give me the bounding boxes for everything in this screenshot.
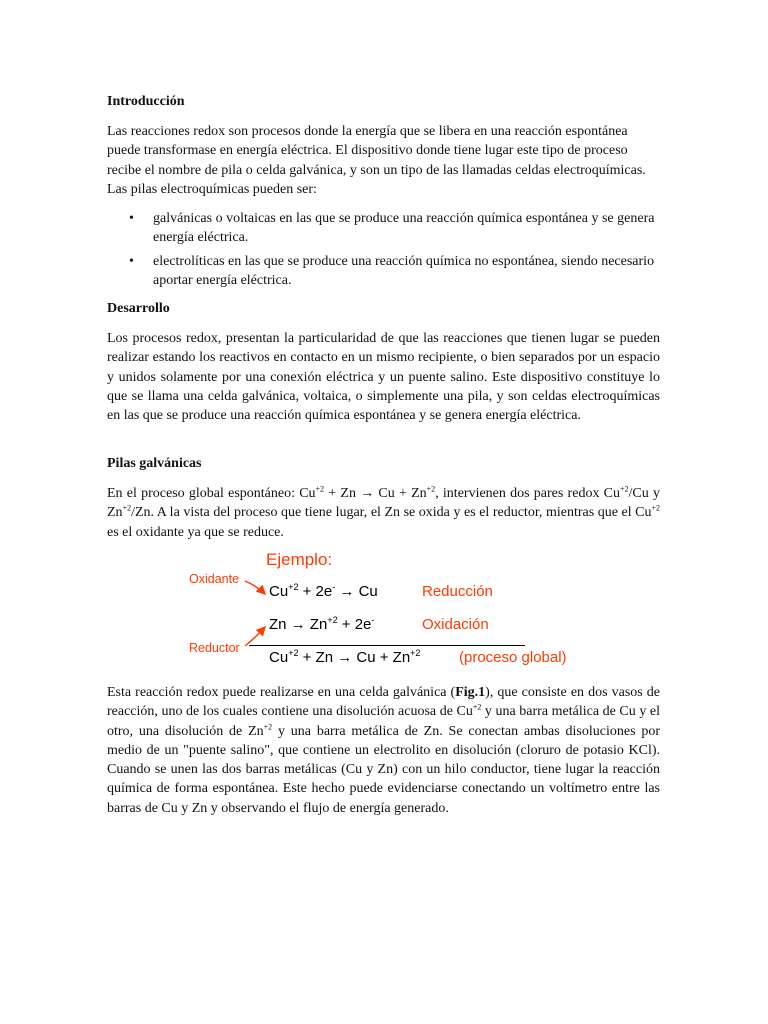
eq-run: Zn → Zn: [269, 616, 328, 633]
oxidante-arrow: [245, 581, 265, 594]
superscript: +2: [620, 484, 629, 494]
reductor-label: Reductor: [189, 641, 240, 655]
section-heading-desarrollo: Desarrollo: [107, 301, 170, 316]
oxidante-label: Oxidante: [189, 572, 240, 586]
pilas-paragraph-1: [107, 484, 660, 542]
eq-run: + 2e: [337, 616, 372, 633]
global-equation: [269, 649, 420, 666]
text-run: + Zn → Cu + Zn: [324, 486, 427, 501]
example-title: Ejemplo:: [266, 550, 333, 569]
pilas-paragraph-2: [107, 683, 660, 818]
text-run: es el oxidante ya que se reduce.: [107, 524, 284, 540]
bullet-text: electrolíticas en las que se produce una reacción química no espontánea, siendo necesario aportar energía eléctrica.: [153, 253, 655, 288]
figure-reference: Fig.1: [455, 685, 486, 700]
equation-divider: [249, 645, 525, 646]
text-run: , intervienen dos pares redox Cu: [435, 486, 621, 501]
oxidation-equation: [269, 616, 374, 633]
bullet-text: galvánicas o voltaicas en las que se produce una reacción química espontánea y se genera energía eléctrica.: [153, 211, 655, 246]
text-run: Esta reacción redox puede realizarse en una celda galvánica (: [107, 685, 456, 700]
bullet-dot: •: [129, 211, 134, 226]
superscript: +2: [426, 484, 436, 494]
redox-example-figure: [189, 548, 609, 674]
text-run: ), que consiste en dos vasos de reacción, uno de los cuales contiene una disolución acuosa de Cu: [107, 685, 660, 720]
list-item: [107, 209, 660, 248]
reduction-tag: Reducción: [422, 583, 493, 600]
superscript: +2: [472, 702, 482, 712]
eq-run: + Zn → Cu + Zn: [298, 649, 411, 666]
section-heading-pilas: Pilas galvánicas: [107, 456, 202, 471]
eq-run: + 2e: [298, 583, 333, 600]
list-item: [107, 252, 660, 291]
text-run: y una barra metálica de Zn. Se conectan ambas disoluciones por medio de un "puente salino", que contiene un electrolito en disolución (cloruro de potasio KCl). Cuando se unen las dos barras metálicas (Cu y Zn) con un hilo conductor, tiene lugar la reacción química de forma espontánea. Este hecho puede evidenciarse conectando un voltímetro entre las barras de Cu y Zn y observando el flujo de energía generado.: [107, 723, 661, 816]
desarrollo-paragraph: Los procesos redox, presentan la particularidad de que las reacciones que tienen lugar se pueden realizar estando los reactivos en contacto en un mismo recipiente, o bien separados por un espacio y unidos solamente por una conexión eléctrica y un puente salino. Este dispositivo constituye lo que se llama una celda galvánica, voltaica, o simplemente una pila, y son celdas electroquímicas en las que se produce una reacción química espontánea y se genera energía eléctrica.: [107, 331, 660, 424]
bullet-dot: •: [129, 253, 134, 269]
superscript: +2: [651, 503, 660, 513]
superscript: +2: [327, 615, 338, 625]
superscript: +2: [315, 484, 325, 494]
text-run: En el proceso global espontáneo: Cu: [107, 486, 316, 501]
oxidation-tag: Oxidación: [422, 616, 489, 633]
eq-run: Cu: [269, 649, 289, 666]
superscript: +2: [288, 582, 299, 592]
section-heading-introduccion: Introducción: [107, 94, 185, 109]
reductor-arrow: [245, 627, 265, 646]
text-run: /Cu y Zn: [107, 486, 660, 521]
superscript: +2: [288, 648, 299, 658]
global-tag: (proceso global): [459, 649, 567, 666]
text-run: y una barra metálica de Cu y el otro, una disolución de Zn: [107, 704, 660, 739]
superscript: +2: [263, 721, 273, 731]
intro-paragraph: Las reacciones redox son procesos donde la energía que se libera en una reacción espontánea puede transformase en energía eléctrica. El dispositivo donde tiene lugar este tipo de proceso recibe el nombre de pila o celda galvánica, y son un tipo de las llamadas celdas electroquímicas. Las pilas electroquímicas pueden ser:: [107, 124, 646, 197]
eq-run: → Cu: [335, 583, 378, 600]
superscript: -: [332, 582, 336, 592]
reduction-equation: [269, 583, 378, 600]
superscript: -: [371, 615, 375, 625]
superscript: +2: [122, 503, 132, 513]
text-run: /Zn. A la vista del proceso que tiene lugar, el Zn se oxida y es el reductor, mientras que el Cu: [131, 505, 652, 521]
bullet-list: [107, 209, 660, 294]
eq-run: Cu: [269, 583, 289, 600]
superscript: +2: [410, 648, 421, 658]
